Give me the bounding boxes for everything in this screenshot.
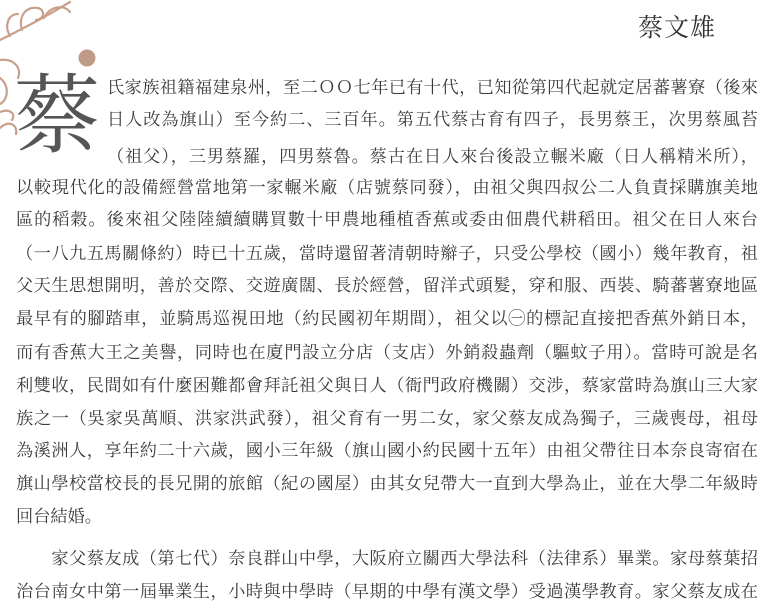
text-line: 家父蔡友成（第七代）奈良群山中學，大阪府立關西大學法科（法律系）畢業。家母蔡葉招 xyxy=(16,549,758,569)
author-name: 蔡文雄 xyxy=(637,13,716,42)
text-line: 治台南女中第一屆畢業生，小時與中學時（早期的中學有漢文學）受過漢學教育。家父蔡友成在 xyxy=(16,582,758,602)
text-line: 旗山學校當校長的長兄開的旅館（紀の國屋）由其女兒帶大一直到大學為止，並在大學二年級時 xyxy=(16,474,758,494)
text-line: 利雙收，民間如有什麼困難都會拜託祖父與日人（衙門政府機關）交涉，蔡家當時為旗山三大家 xyxy=(16,376,758,396)
text-line: 以較現代化的設備經營當地第一家輾米廠（店號蔡同發），由祖父與四叔公二人負責採購旗美地 xyxy=(16,178,758,198)
text-line: 區的稻穀。後來祖父陸陸續續購買數十甲農地種植香蕉或委由佃農代耕稻田。祖父在日人來台 xyxy=(16,210,758,230)
text-line: 而有香蕉大王之美譽，同時也在廈門設立分店（支店）外銷殺蟲劑（驅蚊子用）。當時可說是名 xyxy=(16,343,758,363)
drop-cap: 蔡 xyxy=(14,66,100,166)
text-line: 日人改為旗山）至今約二、三百年。第五代蔡古育有四子，長男蔡王，次男蔡風苔 xyxy=(107,110,758,130)
text-line: 最早有的腳踏車，並騎馬巡視田地（約民國初年期間），祖父以㊀的標記直接把香蕉外銷日本， xyxy=(16,309,758,329)
text-line: （一八九五馬關條約）時已十五歲，當時還留著清朝時辮子，只受公學校（國小）幾年教育，祖 xyxy=(16,244,758,264)
text-line: 氏家族祖籍福建泉州，至二ＯＯ七年已有十代，已知從第四代起就定居蕃薯寮（後來 xyxy=(107,78,758,98)
text-line: 回台結婚。 xyxy=(16,507,102,527)
text-line: （祖父），三男蔡羅，四男蔡魯。蔡古在日人來台後設立輾米廠（日人稱精米所）， xyxy=(107,147,758,167)
text-line: 父天生思想開明，善於交際、交遊廣闊、長於經營，留洋式頭髮，穿和服、西裝、騎蕃薯寮地區 xyxy=(16,276,758,296)
text-line: 族之一（吳家吳萬順、洪家洪武發），祖父育有一男二女，家父蔡友成為獨子，三歲喪母，祖母 xyxy=(16,409,758,429)
text-line: 為溪洲人，享年約二十六歲，國小三年級（旗山國小約民國十五年）由祖父帶往日本奈良寄宿在 xyxy=(16,441,758,461)
